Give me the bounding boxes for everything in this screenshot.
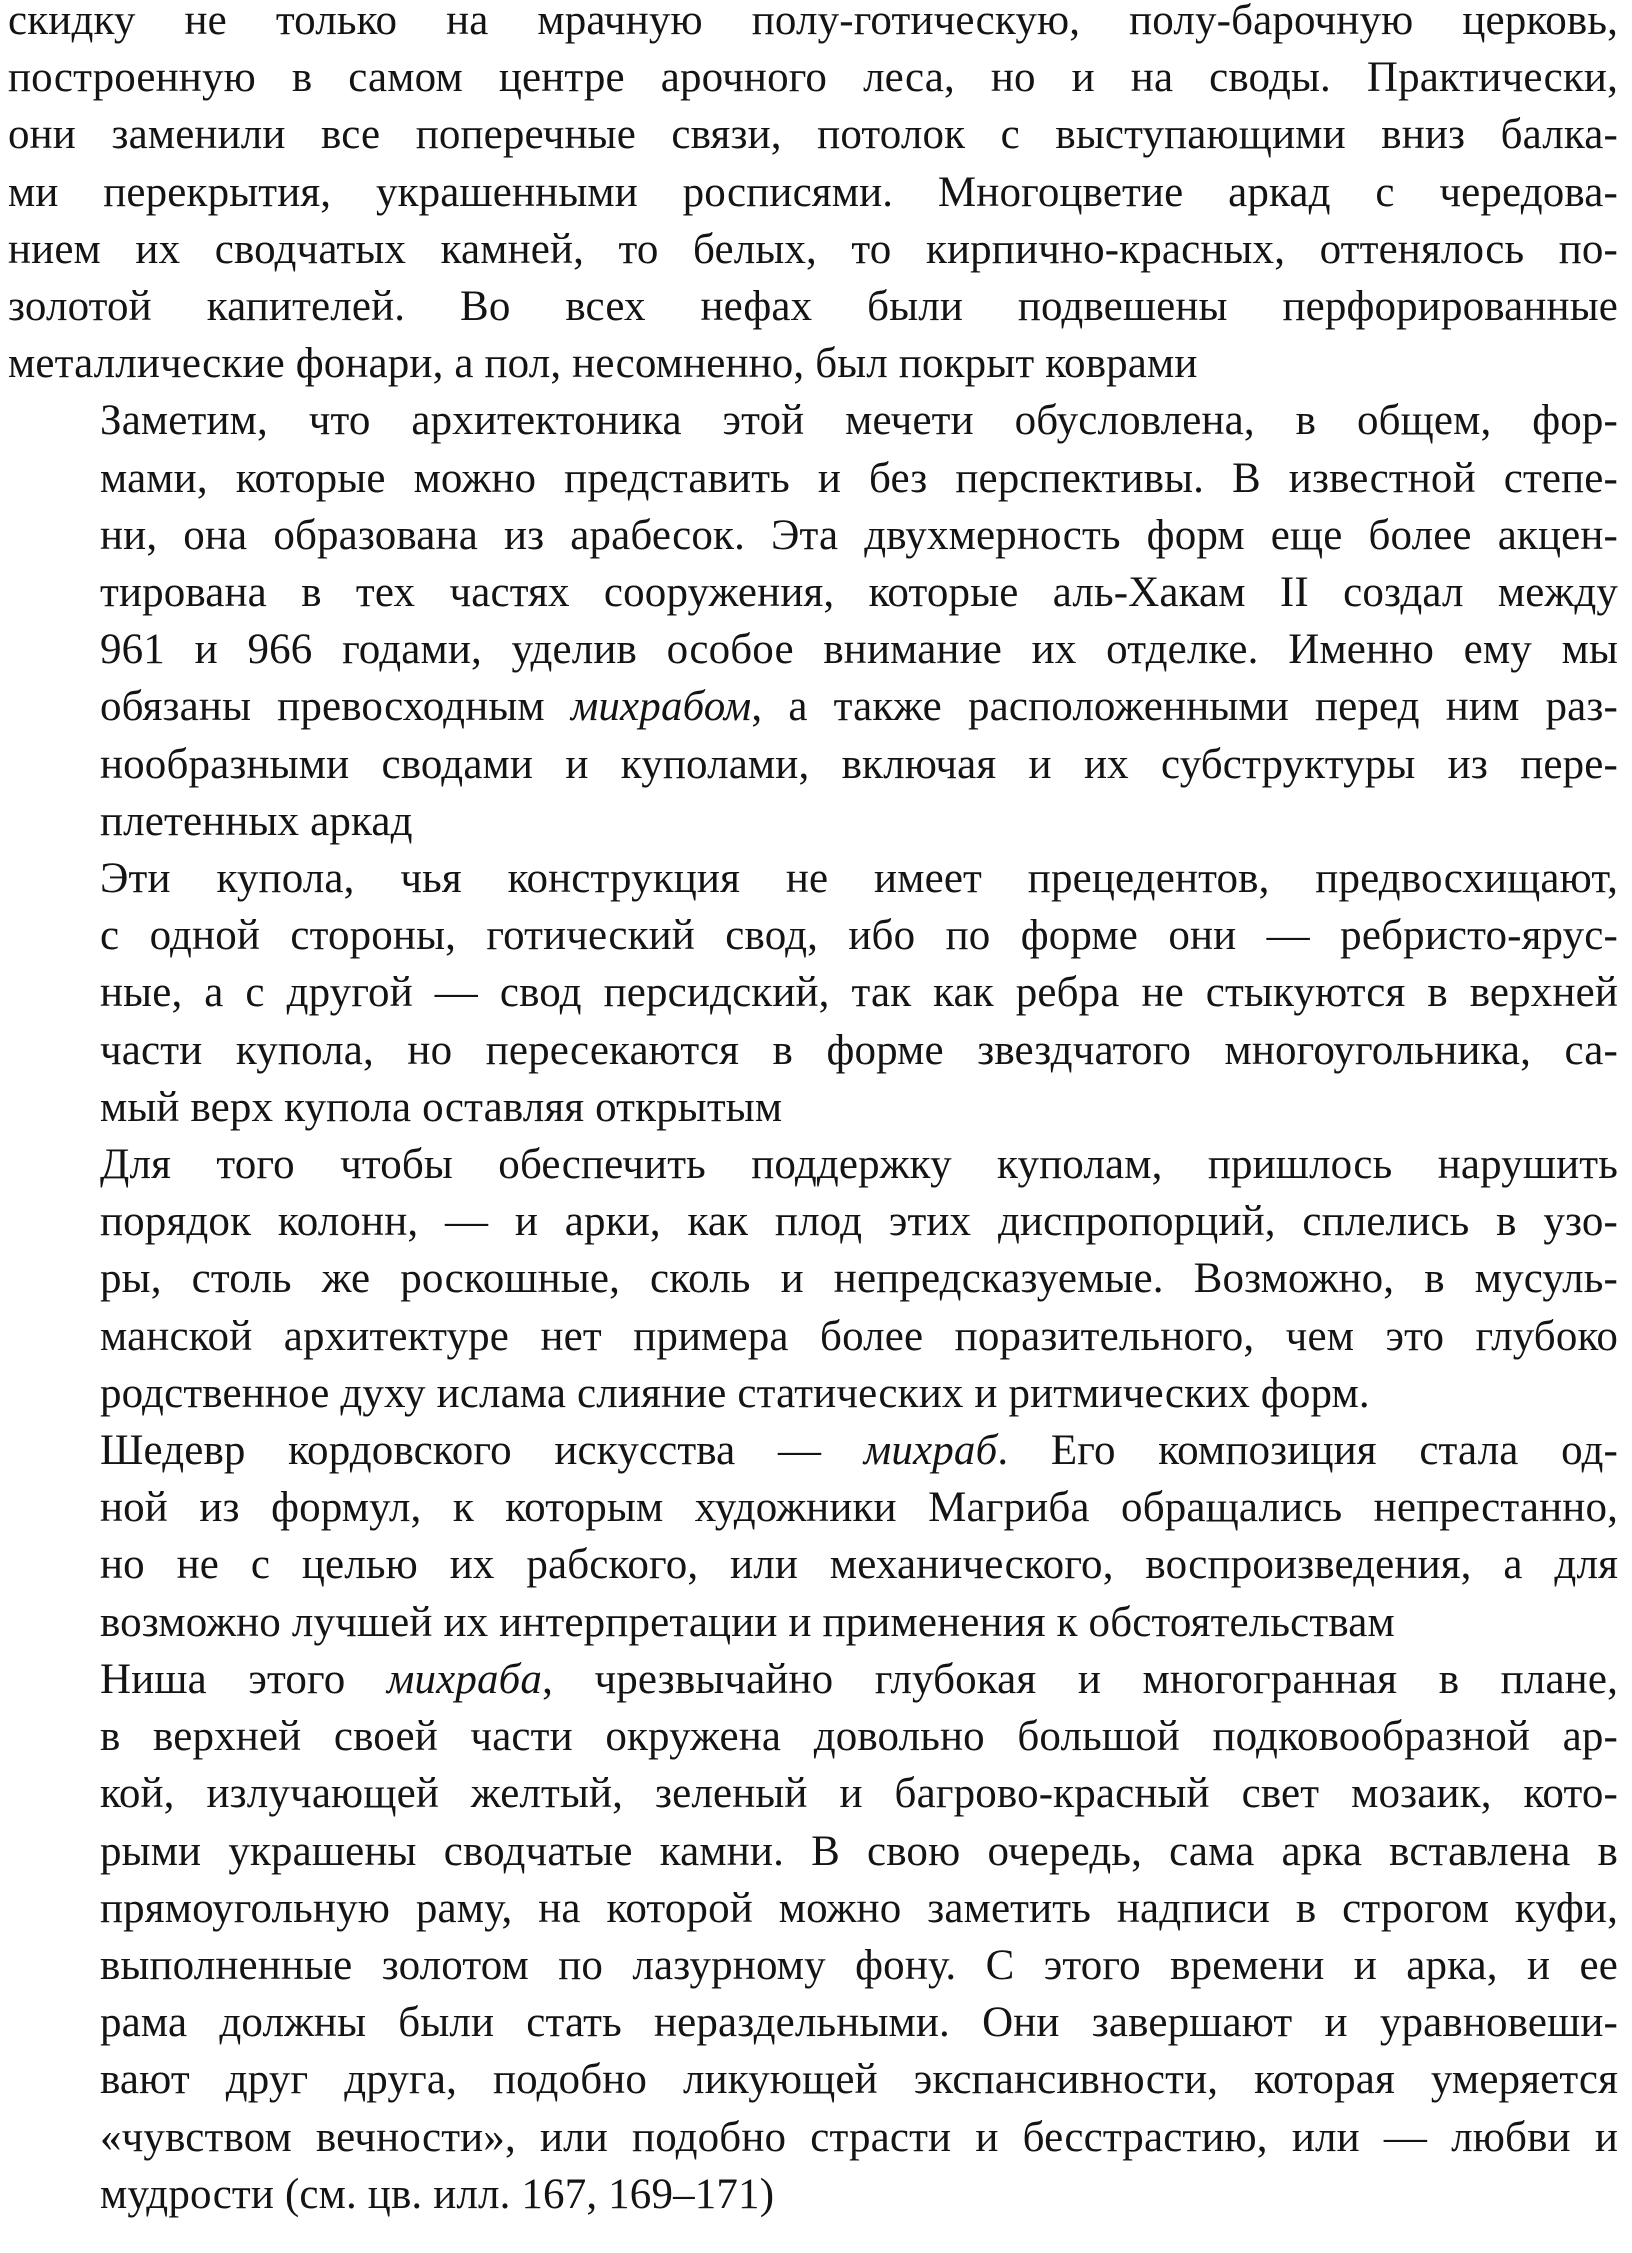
- text-segment: ры, столь же роскошные, сколь и непредсказуемые. Возможно, в мусуль-: [100, 1255, 1618, 1303]
- text-segment: части купола, но пересекаются в форме звездчатого многоугольника, са-: [100, 1026, 1618, 1074]
- text-line: [8, 507, 1618, 564]
- text-line: [8, 2051, 1618, 2108]
- text-line: [8, 1250, 1618, 1307]
- text-segment: обязаны превосходным: [100, 683, 571, 731]
- text-segment: рыми украшены сводчатые камни. В свою очередь, сама арка вставлена в: [100, 1827, 1618, 1875]
- text-line: [8, 1193, 1618, 1250]
- paragraph: [8, 392, 1618, 850]
- text-segment: возможно лучшей их интерпретации и применения к обстоятельствам: [100, 1598, 1395, 1646]
- text-segment: золотой капителей. Во всех нефах были подвешены перфорированные: [8, 283, 1618, 331]
- paragraph: [8, 850, 1618, 1136]
- text-line: [8, 1079, 1618, 1136]
- text-line: [8, 1479, 1618, 1536]
- text-segment: нообразными сводами и куполами, включая и их субструктуры из пере-: [100, 740, 1618, 788]
- text-line: [8, 1651, 1618, 1708]
- text-segment: металлические фонари, а пол, несомненно, был покрыт коврами: [8, 340, 1198, 388]
- text-line: [8, 221, 1618, 278]
- text-line: [8, 564, 1618, 621]
- text-line: [8, 1536, 1618, 1593]
- text-line: [8, 335, 1618, 392]
- text-line: [8, 793, 1618, 850]
- text-line: [8, 1880, 1618, 1937]
- text-segment: ми перекрытия, украшенными росписями. Многоцветие аркад с чередова-: [8, 168, 1618, 216]
- italic-term: михрабом: [570, 683, 752, 731]
- italic-term: михраба: [386, 1655, 543, 1703]
- text-segment: мудрости (см. цв. илл. 167, 169–171): [100, 2170, 775, 2218]
- text-segment: «чувством вечности», или подобно страсти и бесстрастию, или — любви и: [100, 2113, 1618, 2161]
- text-segment: ные, а с другой — свод персидский, так как ребра не стыкуются в верхней: [100, 969, 1618, 1017]
- text-line: [8, 621, 1618, 678]
- text-segment: Эти купола, чья конструкция не имеет прецедентов, предвосхищают,: [100, 855, 1618, 903]
- text-segment: мами, которые можно представить и без перспективы. В известной степе-: [100, 454, 1618, 502]
- text-segment: с одной стороны, готический свод, ибо по форме они — ребристо-ярус-: [100, 912, 1618, 960]
- text-segment: . Его композиция стала од-: [997, 1427, 1619, 1475]
- text-segment: Для того чтобы обеспечить поддержку куполам, пришлось нарушить: [100, 1141, 1618, 1189]
- text-line: [8, 450, 1618, 507]
- text-segment: прямоугольную раму, на которой можно заметить надписи в строгом куфи,: [100, 1884, 1618, 1932]
- text-line: [8, 1422, 1618, 1479]
- text-line: [8, 49, 1618, 106]
- text-segment: Заметим, что архитектоника этой мечети обусловлена, в общем, фор-: [100, 397, 1618, 445]
- text-line: [8, 1022, 1618, 1079]
- text-segment: ной из формул, к которым художники Магриба обращались непрестанно,: [100, 1484, 1618, 1532]
- text-line: [8, 964, 1618, 1021]
- text-segment: Ниша этого: [100, 1655, 387, 1703]
- text-segment: нием их сводчатых камней, то белых, то кирпично-красных, оттенялось по-: [8, 225, 1618, 273]
- body-text: [8, 0, 1618, 2223]
- text-segment: ни, она образована из арабесок. Эта двухмерность форм еще более акцен-: [100, 511, 1618, 559]
- text-line: [8, 164, 1618, 221]
- text-line: [8, 1708, 1618, 1765]
- text-segment: вают друг друга, подобно ликующей экспансивности, которая умеряется: [100, 2056, 1618, 2104]
- text-line: [8, 850, 1618, 907]
- text-line: [8, 1365, 1618, 1422]
- text-line: [8, 1594, 1618, 1651]
- text-segment: выполненные золотом по лазурному фону. С этого времени и арка, и ее: [100, 1941, 1618, 1989]
- text-line: [8, 0, 1618, 49]
- text-line: [8, 1136, 1618, 1193]
- text-segment: манской архитектуре нет примера более поразительного, чем это глубоко: [100, 1312, 1618, 1360]
- text-line: [8, 2166, 1618, 2223]
- paragraph: [8, 1651, 1618, 2223]
- text-segment: они заменили все поперечные связи, потолок с выступающими вниз балка-: [8, 111, 1618, 159]
- text-segment: мый верх купола оставляя открытым: [100, 1083, 783, 1131]
- text-line: [8, 1937, 1618, 1994]
- text-segment: родственное духу ислама слияние статических и ритмических форм.: [100, 1369, 1370, 1417]
- text-segment: , а также расположенными перед ним раз-: [751, 683, 1618, 731]
- text-segment: порядок колонн, — и арки, как плод этих диспропорций, сплелись в узо-: [100, 1198, 1618, 1246]
- text-segment: скидку не только на мрачную полу-готическую, полу-барочную церковь,: [8, 0, 1618, 44]
- text-segment: 961 и 966 годами, уделив особое внимание их отделке. Именно ему мы: [100, 626, 1618, 674]
- text-line: [8, 1823, 1618, 1880]
- text-segment: кой, излучающей желтый, зеленый и багрово-красный свет мозаик, кото-: [100, 1770, 1618, 1818]
- text-segment: тирована в тех частях сооружения, которые аль-Хакам II создал между: [100, 569, 1618, 617]
- text-line: [8, 278, 1618, 335]
- text-segment: но не с целью их рабского, или механического, воспроизведения, а для: [100, 1541, 1618, 1589]
- text-line: [8, 678, 1618, 735]
- text-segment: плетенных аркад: [100, 797, 413, 845]
- text-segment: в верхней своей части окружена довольно большой подковообразной ар-: [100, 1713, 1618, 1761]
- paragraph: [8, 0, 1618, 392]
- text-line: [8, 2109, 1618, 2166]
- text-segment: рама должны были стать нераздельными. Они завершают и уравновеши-: [100, 1999, 1618, 2047]
- italic-term: михраб: [863, 1427, 998, 1475]
- text-segment: , чрезвычайно глубокая и многогранная в плане,: [542, 1655, 1618, 1703]
- text-line: [8, 106, 1618, 163]
- text-line: [8, 1994, 1618, 2051]
- text-line: [8, 1308, 1618, 1365]
- paragraph: [8, 1422, 1618, 1651]
- text-line: [8, 1765, 1618, 1822]
- text-line: [8, 907, 1618, 964]
- text-line: [8, 392, 1618, 449]
- text-segment: Шедевр кордовского искусства —: [100, 1427, 864, 1475]
- text-line: [8, 736, 1618, 793]
- paragraph: [8, 1136, 1618, 1422]
- text-segment: построенную в самом центре арочного леса, но и на своды. Практически,: [8, 54, 1618, 102]
